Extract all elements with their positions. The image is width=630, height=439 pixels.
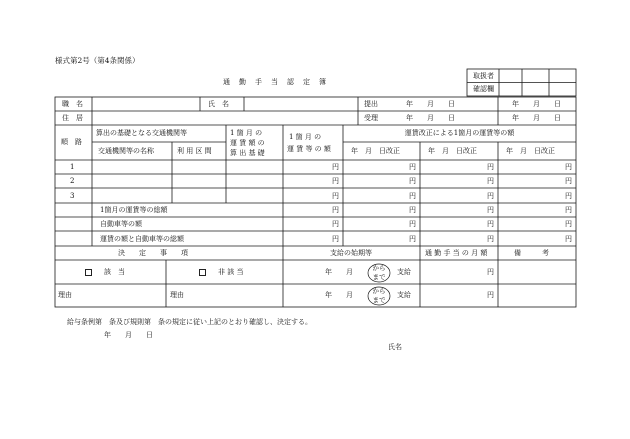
revised-date-3: 年 月 日改正 [506, 147, 555, 155]
received-date: 年 月 日 [406, 114, 455, 122]
pay-label: 支給 [397, 291, 411, 299]
yen-mark: 円 [409, 206, 416, 214]
submitted-label: 提出 [364, 100, 378, 108]
received-date-right: 年 月 日 [512, 114, 561, 122]
yen-mark: 円 [409, 235, 416, 243]
yen-mark: 円 [565, 220, 572, 228]
usage-section-header: 利 用 区 間 [177, 147, 212, 155]
from-label: から [372, 264, 386, 272]
received-label: 受理 [364, 114, 378, 122]
yen-mark: 円 [487, 291, 494, 299]
yen-mark: 円 [332, 192, 339, 200]
row-number-1: 1 [70, 163, 75, 171]
footer-statement: 給与条例第 条及び規則第 条の規定に従い上記のとおり確認し、決定する。 [67, 318, 312, 326]
monthly-amount-header-2: 運 賃 等 の 額 [287, 145, 331, 153]
summary-row-label: 自動車等の額 [100, 220, 142, 228]
row-number-3: 3 [70, 192, 75, 200]
row-number-2: 2 [70, 177, 75, 185]
address-label: 住 居 [62, 114, 83, 122]
post-label: 職 名 [62, 100, 83, 108]
monthly-amount-header-1: 1 箇 月 の [289, 133, 322, 141]
to-label: まで [372, 273, 386, 281]
yen-mark: 円 [565, 206, 572, 214]
yen-mark: 円 [409, 220, 416, 228]
applicable-label: 該 当 [104, 268, 125, 276]
monthly-allowance-header: 通 勤 手 当 の 月 額 [425, 249, 488, 257]
yen-mark: 円 [487, 192, 494, 200]
transport-basis-header: 算出の基礎となる交通機関等 [96, 129, 187, 137]
revised-date-2: 年 月 日改正 [428, 147, 477, 155]
summary-row-label: 運賃の額と自動車等の総額 [100, 235, 184, 243]
footer-date: 年 月 日 [104, 331, 153, 339]
monthly-basis-header-3: 算 出 基 礎 [230, 149, 265, 157]
confirm-label-1: 取扱者 [473, 72, 494, 80]
yen-mark: 円 [332, 206, 339, 214]
remarks-header: 備 考 [514, 249, 549, 257]
revised-date-1: 年 月 日改正 [351, 147, 400, 155]
yen-mark: 円 [332, 163, 339, 171]
start-year-month: 年 月 [325, 268, 353, 276]
end-year-month: 年 月 [325, 291, 353, 299]
transport-name-header: 交通機関等の名称 [98, 147, 154, 155]
yen-mark: 円 [487, 220, 494, 228]
yen-mark: 円 [332, 177, 339, 185]
yen-mark: 円 [332, 220, 339, 228]
form-number: 様式第2号（第4条関係） [55, 56, 140, 65]
start-header: 支給の始期等 [330, 249, 372, 257]
confirm-label-2: 確認欄 [473, 85, 494, 93]
page-title: 通 勤 手 当 認 定 簿 [223, 78, 327, 86]
yen-mark: 円 [487, 177, 494, 185]
yen-mark: 円 [487, 206, 494, 214]
submitted-date-right: 年 月 日 [512, 100, 561, 108]
applicable-checkbox[interactable] [85, 269, 92, 276]
to-label: まで [372, 296, 386, 304]
yen-mark: 円 [565, 192, 572, 200]
yen-mark: 円 [487, 163, 494, 171]
revised-header: 運賃改正による1箇月の運賃等の額 [404, 129, 515, 137]
pay-label: 支給 [397, 268, 411, 276]
not-applicable-checkbox[interactable] [199, 269, 206, 276]
footer-name-label: 氏名 [388, 343, 402, 351]
summary-row-label: 1箇月の運賃等の総額 [100, 206, 168, 214]
from-label: から [372, 287, 386, 295]
monthly-basis-header-1: 1 箇 月 の [230, 129, 263, 137]
not-applicable-label: 非 該 当 [218, 268, 244, 276]
yen-mark: 円 [565, 163, 572, 171]
decision-header: 決 定 事 項 [118, 249, 188, 257]
yen-mark: 円 [565, 235, 572, 243]
yen-mark: 円 [409, 163, 416, 171]
yen-mark: 円 [487, 268, 494, 276]
name-label: 氏 名 [208, 100, 229, 108]
yen-mark: 円 [487, 235, 494, 243]
yen-mark: 円 [565, 177, 572, 185]
monthly-basis-header-2: 運 賃 額 の [230, 139, 265, 147]
yen-mark: 円 [409, 192, 416, 200]
reason-label: 理由 [58, 291, 72, 299]
reason-label: 理由 [170, 291, 184, 299]
route-header: 順 路 [61, 138, 82, 146]
submitted-date: 年 月 日 [406, 100, 455, 108]
yen-mark: 円 [409, 177, 416, 185]
yen-mark: 円 [332, 235, 339, 243]
